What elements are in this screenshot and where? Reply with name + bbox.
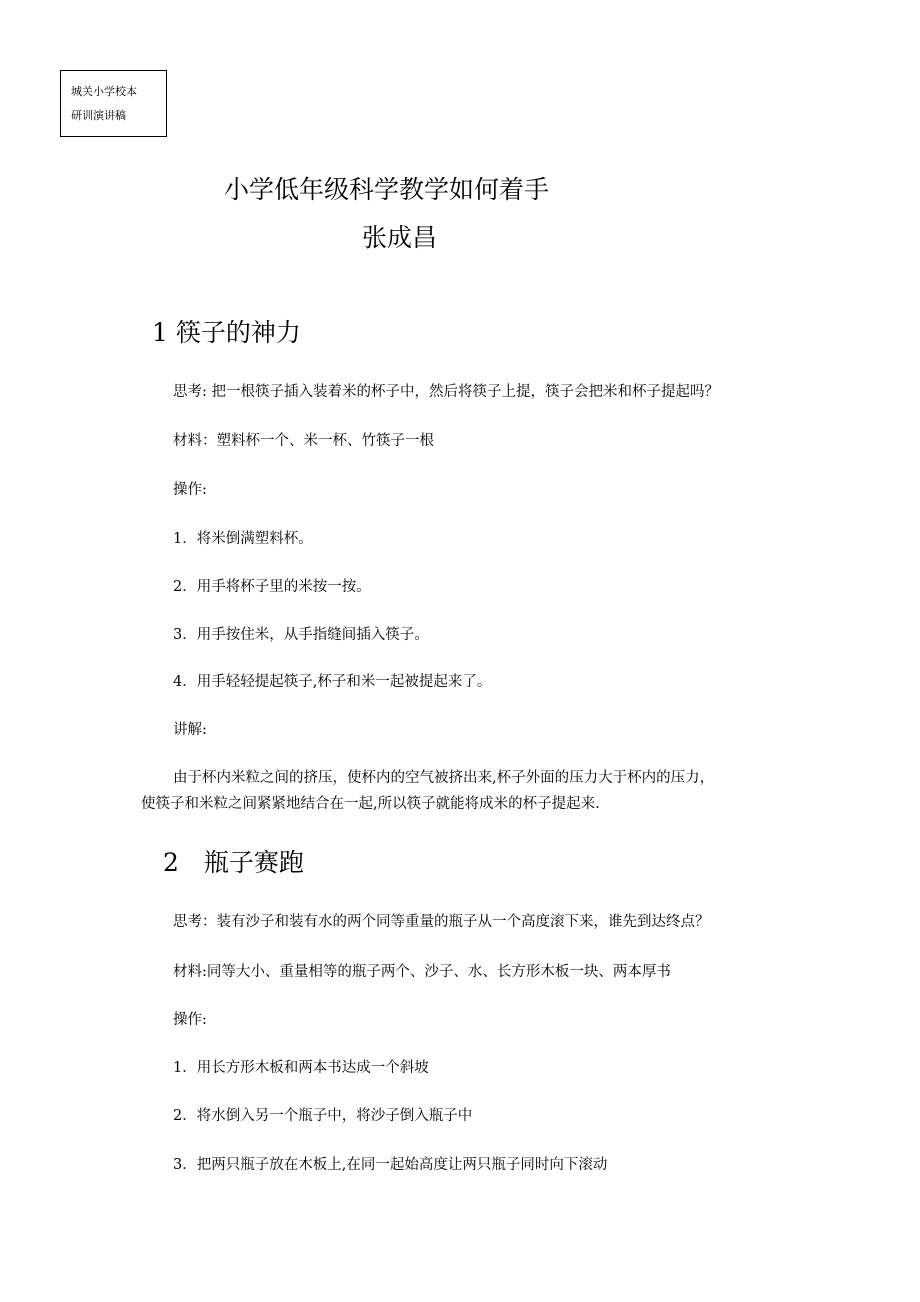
think-text: 思考: 把一根筷子插入装着米的杯子中，然后将筷子上提，筷子会把米和杯子提起吗？	[173, 384, 719, 400]
step: 2．将水倒入另一个瓶子中，将沙子倒入瓶子中	[173, 1108, 473, 1124]
header-box-line1: 城关小学校本	[71, 85, 137, 98]
step: 4．用手轻轻提起筷子,杯子和米一起被提起来了。	[173, 674, 492, 690]
operation-label: 操作:	[173, 1012, 207, 1028]
step: 2．用手将杯子里的米按一按。	[173, 579, 371, 595]
materials-text: 材料：塑料杯一个、米一杯、竹筷子一根	[173, 433, 434, 449]
step: 3．用手按住米，从手指缝间插入筷子。	[173, 627, 429, 643]
section-heading: 1 筷子的神力	[152, 318, 301, 347]
think-text: 思考：装有沙子和装有水的两个同等重量的瓶子从一个高度滚下来，谁先到达终点？	[173, 914, 710, 930]
author: 张成昌	[362, 223, 438, 252]
explain-text-line1: 由于杯内米粒之间的挤压，使杯内的空气被挤出来,杯子外面的压力大于杯内的压力，	[173, 770, 715, 786]
explain-label: 讲解:	[173, 722, 207, 738]
header-box-line2: 研训演讲稿	[71, 109, 126, 122]
step: 3．把两只瓶子放在木板上,在同一起始高度让两只瓶子同时向下滚动	[173, 1157, 608, 1173]
section-heading: 2 瓶子赛跑	[163, 848, 304, 877]
materials-text: 材料:同等大小、重量相等的瓶子两个、沙子、水、长方形木板一块、两本厚书	[173, 964, 671, 980]
operation-label: 操作:	[173, 482, 207, 498]
explain-text-line2: 使筷子和米粒之间紧紧地结合在一起,所以筷子就能将成米的杯子提起来.	[141, 796, 600, 812]
document-title: 小学低年级科学教学如何着手	[224, 175, 550, 204]
step: 1．将米倒满塑料杯。	[173, 531, 313, 547]
header-box	[60, 70, 167, 137]
step: 1．用长方形木板和两本书达成一个斜坡	[173, 1060, 429, 1076]
